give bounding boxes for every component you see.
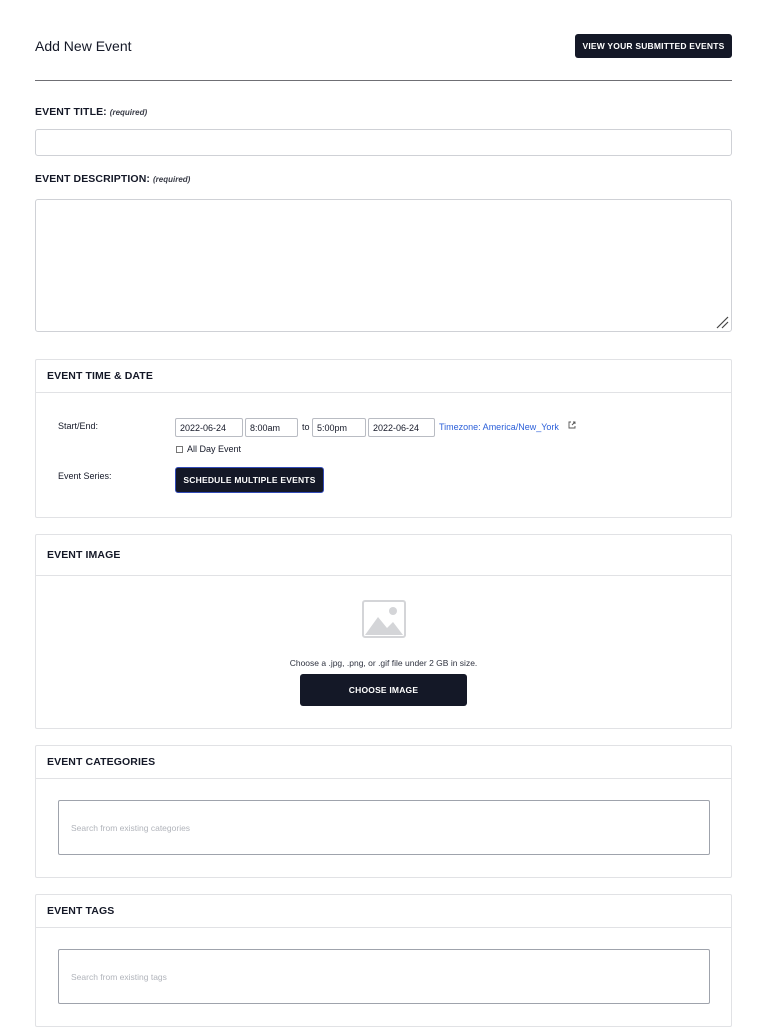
event-tags-panel	[35, 894, 732, 1027]
required-marker: (required)	[109, 108, 148, 117]
page-header	[35, 34, 732, 60]
event-description-label	[35, 173, 190, 185]
choose-image-button[interactable]: CHOOSE IMAGE	[300, 674, 467, 706]
resize-handle-icon[interactable]	[715, 315, 729, 329]
view-submitted-events-button[interactable]: VIEW YOUR SUBMITTED EVENTS	[575, 34, 732, 58]
start-end-label: Start/End:	[58, 421, 99, 431]
event-categories-panel	[35, 745, 732, 878]
all-day-checkbox[interactable]	[176, 446, 183, 453]
end-date-input[interactable]: 2022-06-24	[368, 418, 435, 437]
event-categories-heading: EVENT CATEGORIES	[36, 746, 731, 779]
event-tags-heading: EVENT TAGS	[36, 895, 731, 928]
event-series-label: Event Series:	[58, 471, 112, 481]
header-divider	[35, 80, 732, 81]
event-title-input[interactable]	[35, 129, 732, 156]
tags-search-input[interactable]: Search from existing tags	[58, 949, 710, 1004]
event-description-textarea[interactable]	[35, 199, 732, 332]
event-description-label-text: EVENT DESCRIPTION:	[35, 173, 150, 185]
all-day-label: All Day Event	[187, 444, 242, 454]
image-help-text: Choose a .jpg, .png, or .gif file under 2 GB in size.	[289, 658, 478, 668]
all-day-event-option[interactable]	[176, 444, 241, 454]
start-time-input[interactable]: 8:00am	[245, 418, 298, 437]
image-placeholder-icon	[362, 600, 406, 638]
page-title: Add New Event	[35, 38, 132, 54]
event-image-panel	[35, 534, 732, 729]
event-title-label-text: EVENT TITLE:	[35, 106, 107, 118]
required-marker: (required)	[152, 175, 191, 184]
external-link-icon	[568, 421, 576, 429]
time-date-heading: EVENT TIME & DATE	[36, 360, 731, 393]
to-separator: to	[302, 422, 310, 432]
time-date-panel	[35, 359, 732, 518]
categories-search-input[interactable]: Search from existing categories	[58, 800, 710, 855]
schedule-multiple-events-button[interactable]: SCHEDULE MULTIPLE EVENTS	[175, 467, 324, 493]
end-time-input[interactable]: 5:00pm	[312, 418, 366, 437]
event-image-heading: EVENT IMAGE	[36, 535, 731, 576]
timezone-link[interactable]: Timezone: America/New_York	[439, 422, 559, 432]
event-title-label	[35, 106, 147, 118]
start-date-input[interactable]: 2022-06-24	[175, 418, 243, 437]
